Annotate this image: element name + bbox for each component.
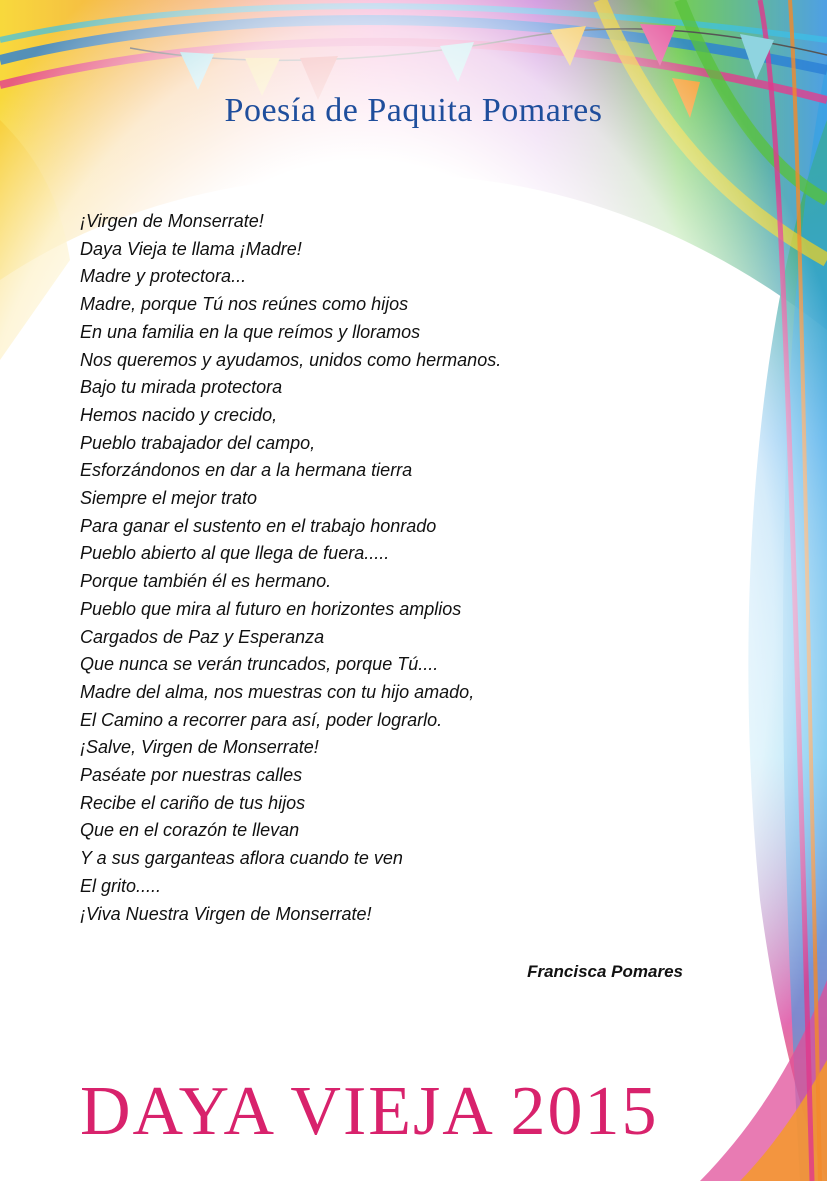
poem-line: Pueblo abierto al que llega de fuera..... (80, 543, 390, 564)
poem-body (80, 208, 700, 928)
poem-line: El grito..... (80, 875, 162, 896)
poem-line: Siempre el mejor trato (80, 488, 258, 509)
poem-line: Nos queremos y ayudamos, unidos como hermanos. (80, 349, 502, 370)
poem-line: Pueblo trabajador del campo, (80, 432, 316, 453)
poem-line: Que en el corazón te llevan (80, 820, 300, 841)
poem-line: ¡Viva Nuestra Virgen de Monserrate! (80, 903, 372, 924)
poem-line: Que nunca se verán truncados, porque Tú.... (80, 654, 439, 675)
poem-line: Recibe el cariño de tus hijos (80, 792, 306, 813)
footer-title: DAYA VIEJA 2015 (80, 1073, 659, 1150)
poem-line: Madre del alma, nos muestras con tu hijo amado, (80, 681, 475, 702)
poem-line: Porque también él es hermano. (80, 571, 332, 592)
poem-line: Hemos nacido y crecido, (80, 404, 278, 425)
poem-line: Bajo tu mirada protectora (80, 377, 283, 398)
poem-line: Esforzándonos en dar a la hermana tierra (80, 460, 413, 481)
poem-line: ¡Salve, Virgen de Monserrate! (80, 737, 319, 758)
poem-line: ¡Virgen de Monserrate! (80, 211, 264, 231)
poem-author: Francisca Pomares (527, 962, 683, 981)
poem-line: Daya Vieja te llama ¡Madre! (80, 238, 302, 259)
poem-line: El Camino a recorrer para así, poder lograrlo. (80, 709, 443, 730)
poem-line: Para ganar el sustento en el trabajo honrado (80, 515, 437, 536)
poem-line: Madre, porque Tú nos reúnes como hijos (80, 294, 409, 315)
poem-line: Paséate por nuestras calles (80, 765, 303, 786)
poem-line: En una familia en la que reímos y lloramos (80, 321, 421, 342)
page-title: Poesía de Paquita Pomares (224, 92, 603, 129)
poem-line: Pueblo que mira al futuro en horizontes amplios (80, 598, 462, 619)
poem-line: Y a sus garganteas aflora cuando te ven (80, 848, 403, 869)
poem-line: Cargados de Paz y Esperanza (80, 626, 325, 647)
poem-line: Madre y protectora... (80, 266, 247, 287)
